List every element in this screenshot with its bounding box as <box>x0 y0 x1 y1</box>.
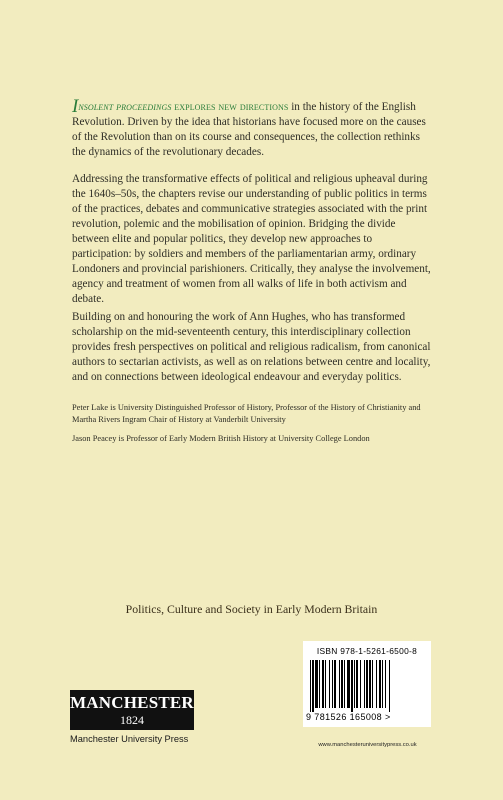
logo-wordmark: MANCHESTER <box>70 693 194 712</box>
editor-bio-lake: Peter Lake is University Distinguished Professor of History, Professor of the History of Christianity and Martha Rivers Ingram Chair of History at Vanderbilt University <box>72 403 421 424</box>
drop-initial: I <box>72 96 79 117</box>
publisher-logo <box>70 690 194 730</box>
blurb-paragraph-3: Building on and honouring the work of Ann Hughes, who has transformed scholarship on the mid-seventeenth century, this interdisciplinary collection provides fresh perspectives on political and religious radicalism, from canonical authors to sectarian activists, as well as on relations between centre and locality, and on connections between ideological endeavour and everyday politics. <box>72 311 431 383</box>
publisher-website: www.manchesteruniversitypress.co.uk <box>318 742 417 748</box>
publisher-name: Manchester University Press <box>70 734 189 744</box>
blurb-paragraph-2: Addressing the transformative effects of political and religious upheaval during the 1640s–50s, the chapters revise our understanding of public politics in terms of the practices, debates and communicative strategies associated with the print revolution, polemic and the mobilisation of opinion. Bridging the divide between elite and popular politics, they develop new approaches to participation: by soldiers and members of the parliamentarian army, ordinary Londoners and provincial parishioners. Critically, they analyse the involvement, agency and treatment of women from all walks of life in both activism and debate. <box>72 173 431 305</box>
editor-bio-peacey: Jason Peacey is Professor of Early Modern British History at University College London <box>72 434 370 443</box>
series-title: Politics, Culture and Society in Early Modern Britain <box>125 602 378 616</box>
isbn-label: ISBN 978-1-5261-6500-8 <box>316 646 418 656</box>
lead-phrase: explores new directions <box>174 101 289 113</box>
barcode-digits: 9 781526 165008 > <box>306 712 391 722</box>
title-small-caps: nsolent proceedings <box>78 101 172 113</box>
intro-paragraph <box>72 96 432 160</box>
intro-text: in the history of the English Revolution. Driven by the idea that historians have focused more on the causes of the Revolution than on its course and consequences, the collection rethinks the dynamics of the revolutionary decades. <box>72 101 426 158</box>
barcode-icon <box>308 660 426 712</box>
logo-year: 1824 <box>120 713 144 727</box>
